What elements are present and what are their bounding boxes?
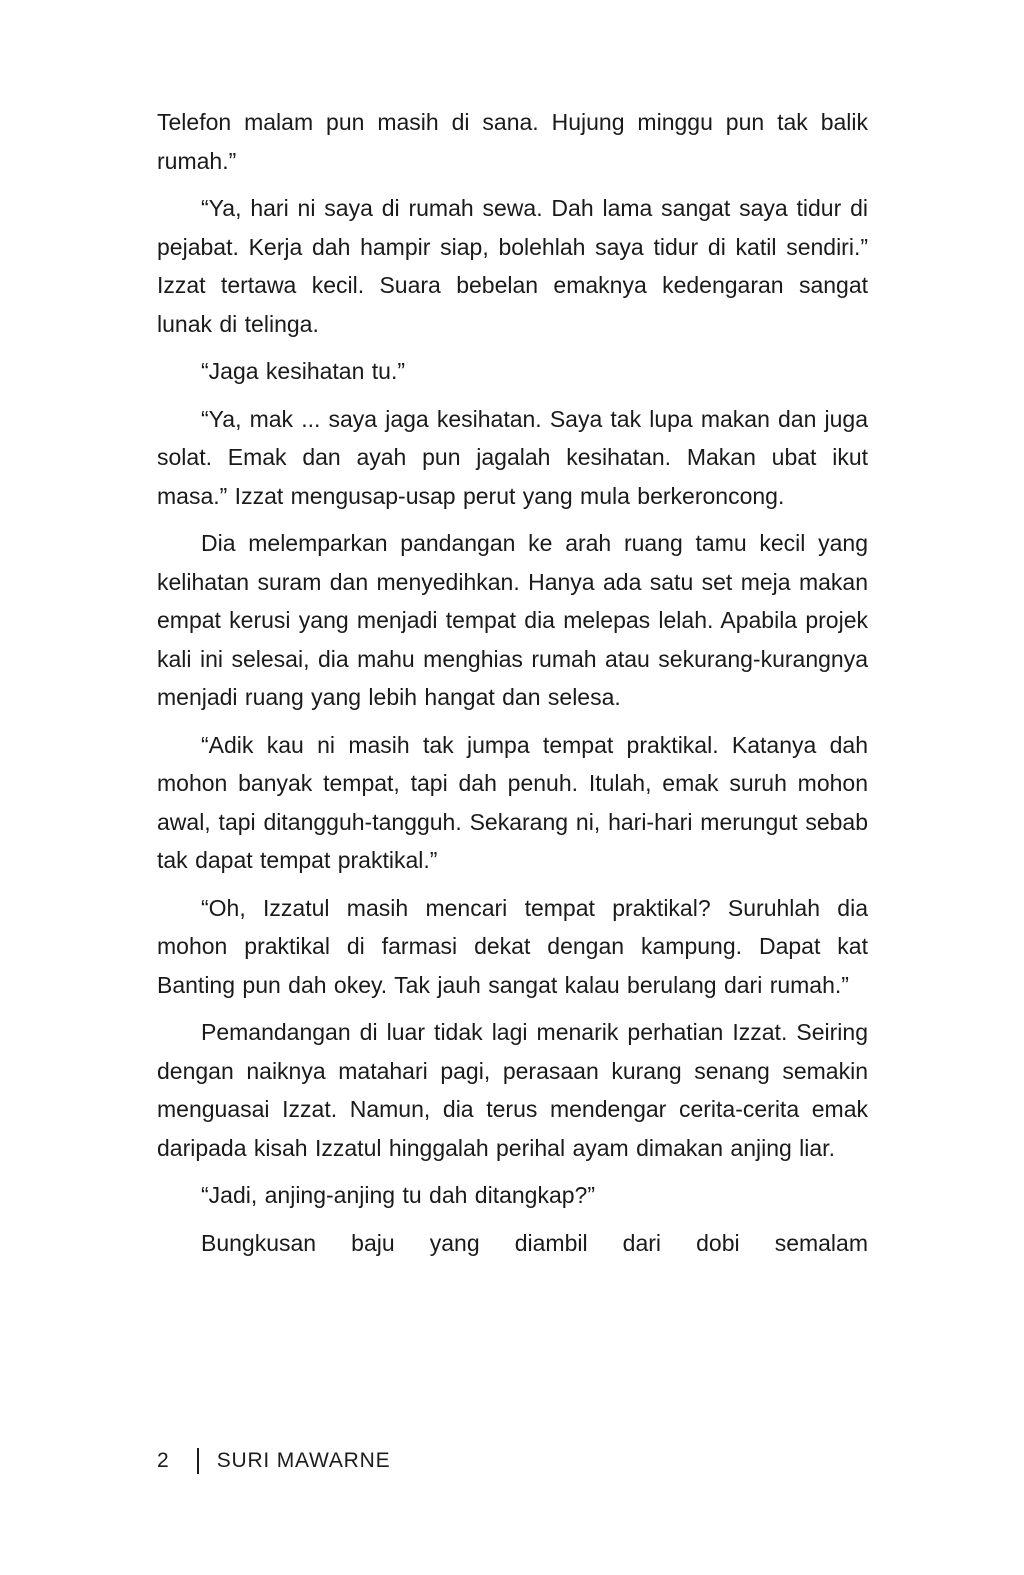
paragraph: “Ya, mak ... saya jaga kesihatan. Saya tak lupa makan dan juga solat. Emak dan ayah pun jagalah kesihatan. Makan ubat ikut masa.” Izzat mengusap-usap perut yang mula berkeroncong. [157, 405, 868, 509]
paragraph: “Jaga kesihatan tu.” [201, 358, 406, 384]
paragraph: “Jadi, anjing-anjing tu dah ditangkap?” [201, 1182, 595, 1208]
paragraph: Telefon malam pun masih di sana. Hujung minggu pun tak balik rumah.” [157, 109, 868, 174]
body-text [157, 103, 868, 1271]
book-title: SURI MAWARNE [216, 1449, 391, 1472]
paragraph: “Oh, Izzatul masih mencari tempat praktikal? Suruhlah dia mohon praktikal di farmasi dekat dengan kampung. Dapat kat Banting pun dah okey. Tak jauh sangat kalau berulang dari rumah.” [157, 894, 868, 998]
page-footer [157, 1448, 390, 1474]
paragraph: Bungkusan baju yang diambil dari dobi semalam [201, 1229, 868, 1256]
footer-divider [197, 1448, 199, 1474]
paragraph: Dia melemparkan pandangan ke arah ruang tamu kecil yang kelihatan suram dan menyedihkan. Hanya ada satu set meja makan empat kerusi yang menjadi tempat dia melepas lelah. Apabila projek kali ini selesai, dia mahu menghias rumah atau sekurang-kurangnya menjadi ruang yang lebih hangat dan selesa. [157, 530, 868, 710]
paragraph: “Ya, hari ni saya di rumah sewa. Dah lama sangat saya tidur di pejabat. Kerja dah hampir siap, bolehlah saya tidur di katil sendiri.” Izzat tertawa kecil. Suara bebelan emaknya kedengaran sangat lunak di telinga. [157, 195, 868, 337]
paragraph: “Adik kau ni masih tak jumpa tempat praktikal. Katanya dah mohon banyak tempat, tapi dah penuh. Itulah, emak suruh mohon awal, tapi ditangguh-tangguh. Sekarang ni, hari-hari merungut sebab tak dapat tempat praktikal.” [157, 731, 868, 873]
paragraph: Pemandangan di luar tidak lagi menarik perhatian Izzat. Seiring dengan naiknya matahari pagi, perasaan kurang senang semakin menguasai Izzat. Namun, dia terus mendengar cerita-cerita emak daripada kisah Izzatul hinggalah perihal ayam dimakan anjing liar. [157, 1019, 868, 1161]
page-number: 2 [157, 1449, 169, 1472]
